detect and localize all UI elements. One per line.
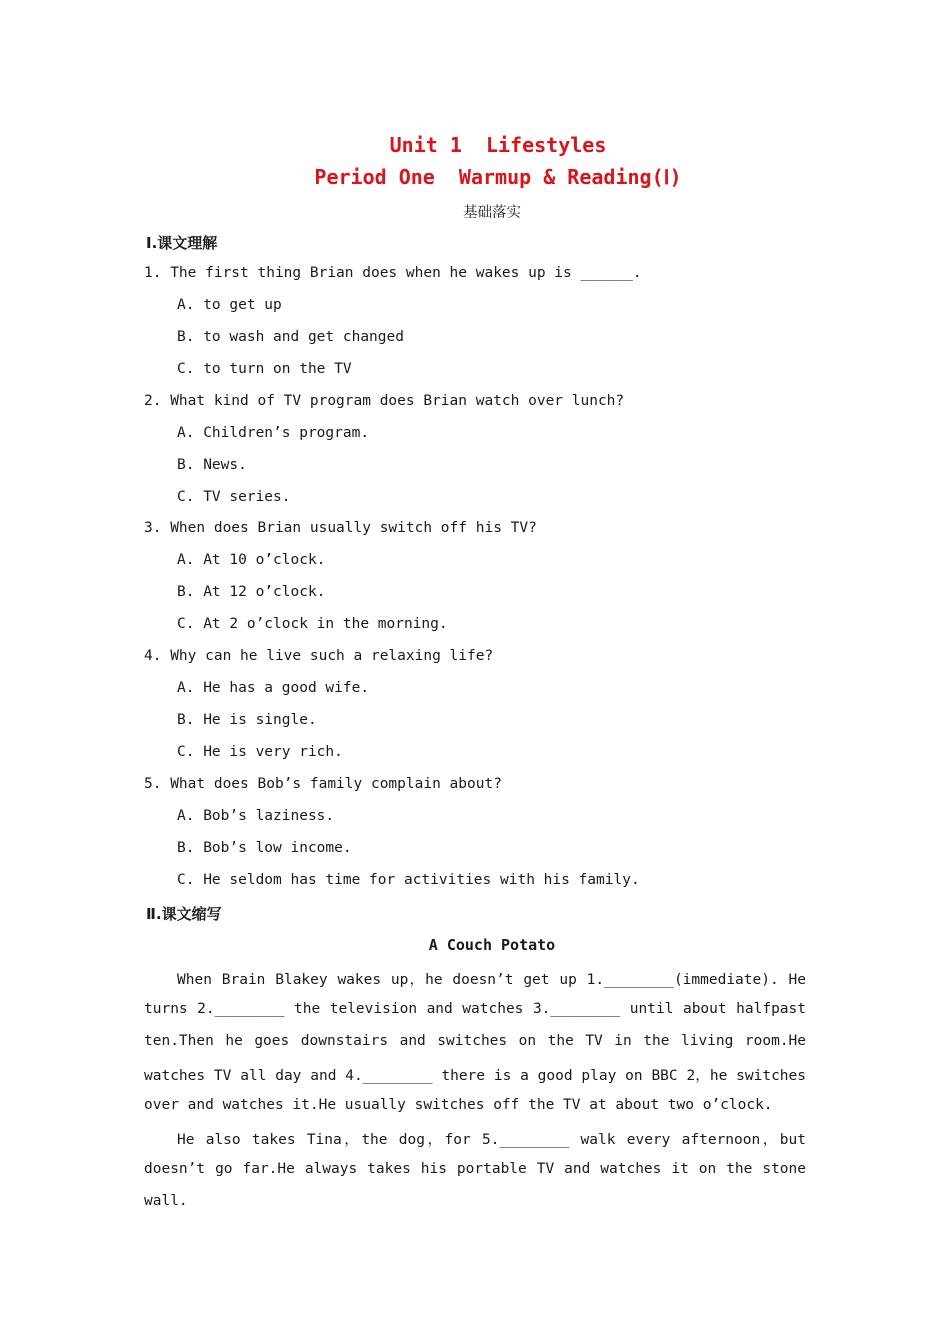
passage-line: He also takes Tina，the dog，for 5.________ walk every afternoon，but	[177, 1132, 806, 1148]
passage-title: A Couch Potato	[428, 936, 556, 954]
period-title: Period One Warmup & Reading(Ⅰ)	[314, 165, 682, 189]
question-1-option-b: B. to wash and get changed	[177, 329, 404, 345]
question-5-option-b: B. Bob’s low income.	[177, 840, 352, 856]
passage-line: When Brain Blakey wakes up，he doesn’t get up 1.________(immediate). He	[177, 972, 806, 988]
question-2-option-c: C. TV series.	[177, 489, 291, 505]
passage-line: ten.Then he goes downstairs and switches on the TV in the living room.He	[144, 1033, 806, 1049]
passage-line: doesn’t go far.He always takes his portable TV and watches it on the stone	[144, 1161, 806, 1177]
question-4-option-b: B. He is single.	[177, 712, 317, 728]
question-2-option-b: B. News.	[177, 457, 247, 473]
question-5: 5. What does Bob’s family complain about?	[144, 776, 502, 792]
passage-line: turns 2.________ the television and watches 3.________ until about halfpast	[144, 1001, 806, 1017]
section-subheading: 基础落实	[463, 205, 521, 221]
question-2-option-a: A. Children’s program.	[177, 425, 370, 441]
passage-line: wall.	[144, 1193, 188, 1209]
question-5-option-a: A. Bob’s laziness.	[177, 808, 335, 824]
section-1-label: Ⅰ.课文理解	[146, 234, 218, 252]
question-1-option-a: A. to get up	[177, 297, 282, 313]
passage-line: over and watches it.He usually switches off the TV at about two o’clock.	[144, 1097, 773, 1113]
question-1-option-c: C. to turn on the TV	[177, 361, 352, 377]
unit-title: Unit 1 Lifestyles	[389, 133, 607, 157]
question-3-option-b: B. At 12 o’clock.	[177, 584, 326, 600]
question-3: 3. When does Brian usually switch off his TV?	[144, 520, 537, 536]
section-2-label: Ⅱ.课文缩写	[146, 905, 222, 923]
question-4-option-c: C. He is very rich.	[177, 744, 343, 760]
question-4: 4. Why can he live such a relaxing life?	[144, 648, 494, 664]
question-5-option-c: C. He seldom has time for activities with his family.	[177, 872, 640, 888]
question-1: 1. The first thing Brian does when he wakes up is ______.	[144, 265, 642, 281]
question-3-option-a: A. At 10 o’clock.	[177, 552, 326, 568]
passage-line: watches TV all day and 4.________ there is a good play on BBC 2，he switches	[144, 1068, 806, 1084]
question-2: 2. What kind of TV program does Brian watch over lunch?	[144, 393, 625, 409]
question-3-option-c: C. At 2 o’clock in the morning.	[177, 616, 448, 632]
question-4-option-a: A. He has a good wife.	[177, 680, 370, 696]
